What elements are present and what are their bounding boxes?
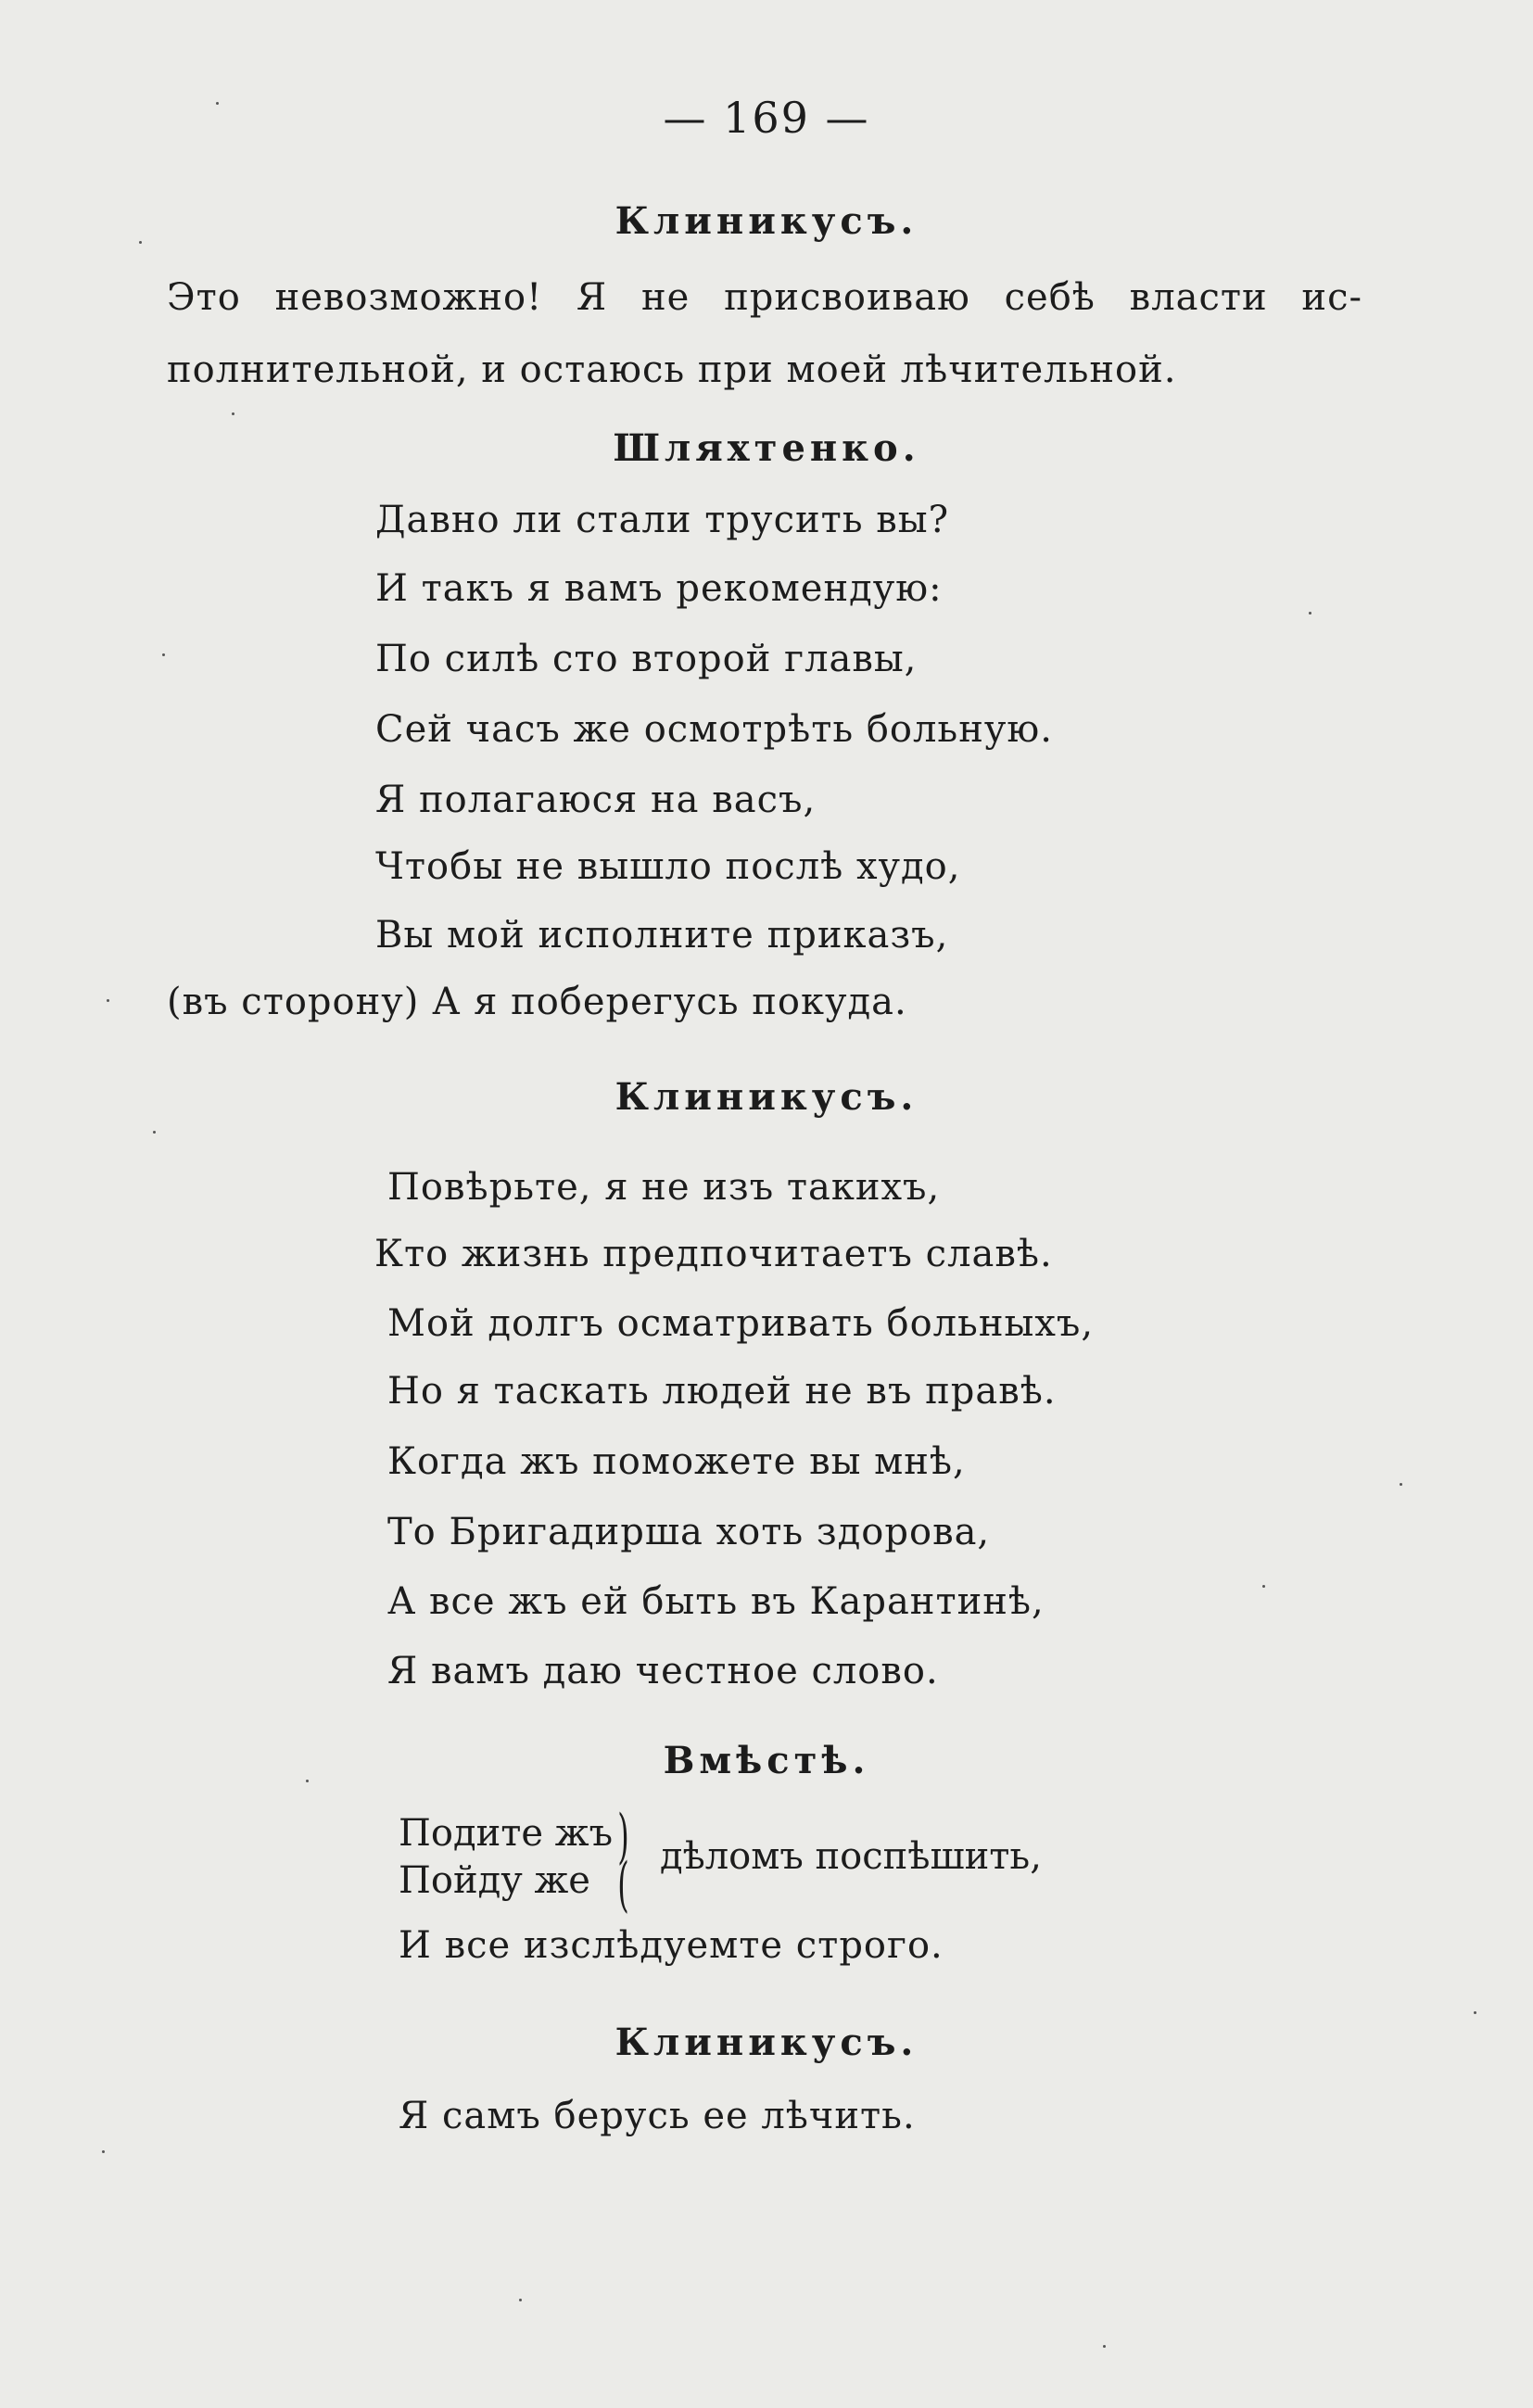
together-shared-line: дѣломъ поспѣшить, <box>660 1835 1042 1878</box>
speaker-name: Вмѣстѣ. <box>663 1739 870 1782</box>
verse-line: Когда жъ поможете вы мнѣ, <box>387 1440 966 1483</box>
prose-line: Это невозможно! Я не присвоиваю себѣ власти ис- <box>167 276 1362 319</box>
verse-line: То Бригадирша хоть здорова, <box>387 1511 991 1553</box>
verse-line: Чтобы не вышло послѣ худо, <box>375 845 961 888</box>
paper-speck <box>519 2299 522 2301</box>
paper-speck <box>306 1780 309 1782</box>
together-line-2: Пойду же <box>399 1859 590 1902</box>
paper-speck <box>107 999 109 1002</box>
paper-speck <box>1474 2011 1476 2014</box>
verse-line: Я вамъ даю честное слово. <box>387 1650 939 1692</box>
page-number: — 169 — <box>663 93 870 143</box>
verse-line: По силѣ сто второй главы, <box>375 638 918 680</box>
verse-line: Кто жизнь предпочитаетъ славѣ. <box>374 1233 1053 1275</box>
verse-line: Но я таскать людей не въ правѣ. <box>387 1370 1057 1413</box>
paper-speck <box>1262 1585 1265 1588</box>
paper-speck <box>1103 2345 1106 2348</box>
verse-line: И все изслѣдуемте строго. <box>399 1924 944 1967</box>
paper-speck <box>1309 612 1311 615</box>
speaker-name: Шляхтенко. <box>613 426 920 470</box>
verse-line: Вы мой исполните приказъ, <box>375 914 949 957</box>
verse-line: Давно ли стали трусить вы? <box>375 499 950 541</box>
stage-direction-line: (въ сторону) А я поберегусь покуда. <box>167 981 907 1023</box>
verse-line: Мой долгъ осматривать больныхъ, <box>387 1302 1095 1345</box>
paper-speck <box>162 653 165 656</box>
paper-speck <box>1400 1483 1402 1486</box>
speaker-name: Клиникусъ. <box>614 199 919 243</box>
verse-line: А все жъ ей быть въ Карантинѣ, <box>387 1580 1045 1623</box>
paper-speck <box>153 1131 156 1134</box>
paper-speck <box>102 2150 105 2153</box>
paper-speck <box>232 412 234 415</box>
paper-speck <box>139 241 142 244</box>
together-line-1: Подите жъ <box>399 1812 614 1855</box>
speaker-name: Клиникусъ. <box>614 1075 919 1119</box>
speaker-name: Клиникусъ. <box>614 2021 919 2064</box>
verse-line: Повѣрьте, я не изъ такихъ, <box>387 1166 941 1209</box>
paper-speck <box>216 102 219 105</box>
prose-line: полнительной, и остаюсь при моей лѣчительной. <box>167 349 1177 391</box>
verse-line: И такъ я вамъ рекомендую: <box>375 567 943 610</box>
brace-bottom: ( <box>617 1851 629 1920</box>
brace-top: ) <box>617 1803 629 1871</box>
verse-line: Сей часъ же осмотрѣть больную. <box>375 708 1053 751</box>
verse-line: Я самъ берусь ее лѣчить. <box>399 2095 916 2137</box>
verse-line: Я полагаюся на васъ, <box>375 779 817 821</box>
